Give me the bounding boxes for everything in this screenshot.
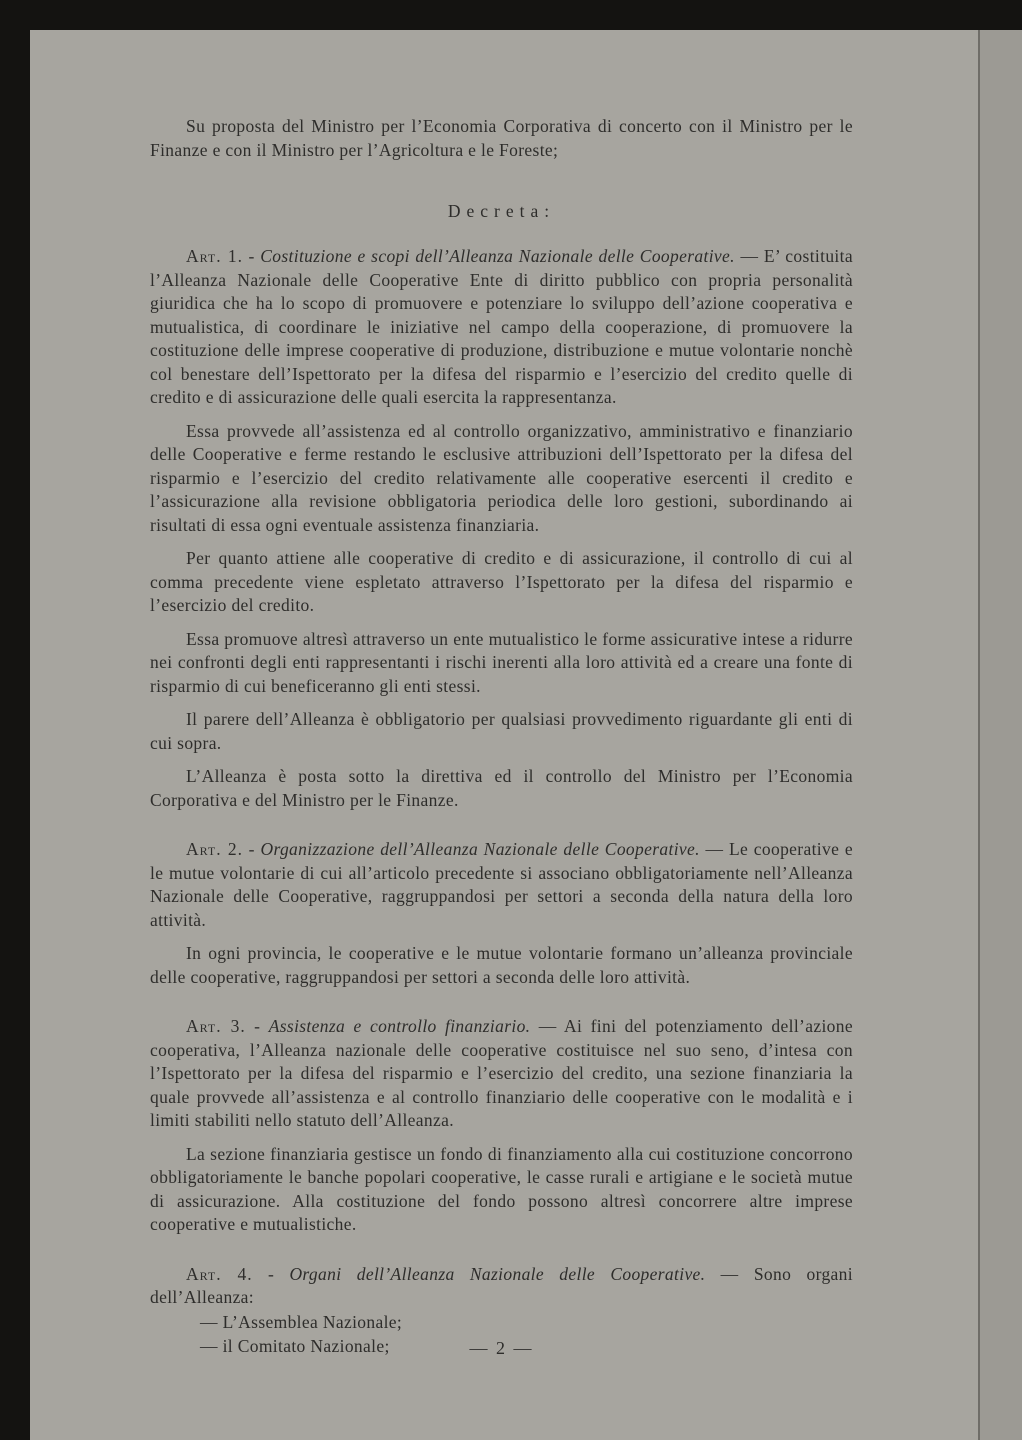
article-1-paragraph-5: Il parere dell’Alleanza è obbligatorio per qualsiasi provvedimento riguardante gli enti di cui sopra. — [150, 709, 853, 753]
intro-paragraph: Su proposta del Ministro per l’Economia Corporativa di concerto con il Ministro per le Finanze e con il Ministro per l’Agricoltura e le Foreste; — [150, 116, 853, 160]
list-item: — L’Assemblea Nazionale; — [200, 1311, 403, 1332]
article-3-number: Art. 3. — [186, 1016, 246, 1036]
article-1-text: — E’ costituita l’Alleanza Nazionale delle Cooperative Ente di diritto pubblico con propria personalità giuridica che ha lo scopo di promuovere e potenziare lo sviluppo dell’azione cooperativa e mutualistica, di coordinare le iniziative nel campo della cooperazione, di promuovere la costituzione delle imprese cooperative di produzione, distribuzione e mutue volontarie nonchè col benestare dell’Ispettorato per la difesa del risparmio e l’esercizio del credito quelle di credito e di assicurazione delle quali esercita la rappresentanza. — [150, 246, 853, 407]
article-1-paragraph-1 — [150, 245, 853, 410]
article-1-separator: - — [242, 246, 261, 266]
decree-document-body — [150, 115, 853, 162]
article-2-title: Organizzazione dell’Alleanza Nazionale delle Cooperative. — [260, 839, 700, 859]
article-2-paragraph-2: In ogni provincia, le cooperative e le mutue volontarie formano un’alleanza provinciale delle cooperative, raggruppandosi per settori a seconda delle loro attività. — [150, 943, 853, 987]
article-1-paragraph-6: L’Alleanza è posta sotto la direttiva ed il controllo del Ministro per l’Economia Corporativa e del Ministro per le Finanze. — [150, 766, 853, 810]
article-3-paragraph-1 — [150, 1015, 853, 1133]
article-3-text: — Ai fini del potenziamento dell’azione cooperativa, l’Alleanza nazionale delle cooperative costituisce nel suo seno, d’intesa con l’Ispettorato per la difesa del risparmio e l’esercizio del credito, una sezione finanziaria la quale provvede all’assistenza e al controllo finanziario delle cooperative con le modalità e i limiti stabiliti nello statuto dell’Alleanza. — [150, 1016, 853, 1130]
adjacent-page-edge — [978, 30, 1022, 1440]
article-4-number: Art. 4. — [186, 1263, 253, 1284]
article-1-paragraph-3: Per quanto attiene alle cooperative di credito e di assicurazione, il controllo di cui al comma precedente viene espletato attraverso l’Ispettorato per la difesa del risparmio e l’esercizio del credito. — [150, 548, 853, 615]
page-number: — 2 — — [469, 1338, 534, 1358]
article-2-text: — Le cooperative e le mutue volontarie di cui all’articolo precedente si associano obbligatoriamente nell’Alleanza Nazionale delle Cooperative, raggruppandosi per settori a seconda della natura della loro attività. — [150, 839, 853, 930]
article-2-paragraph-1 — [150, 838, 853, 932]
article-1-paragraph-4: Essa promuove altresì attraverso un ente mutualistico le forme assicurative intese a ridurre nei confronti degli enti rappresentanti i rischi inerenti alla loro attività ed a creare una fonte di risparmio di cui beneficeranno gli enti stessi. — [150, 628, 853, 696]
decree-heading: Decreta: — [447, 201, 556, 221]
article-3-paragraph-2: La sezione finanziaria gestisce un fondo di finanziamento alla cui costituzione concorrono obbligatoriamente le banche popolari cooperative, le casse rurali e artigiane e le società mutue di assicurazione. Alla costituzione del fondo possono altresì concorrere altre imprese cooperative e mutualistiche. — [150, 1143, 853, 1234]
article-4-paragraph-1 — [150, 1263, 853, 1310]
article-2-number: Art. 2. — [186, 839, 244, 859]
article-4-title: Organi dell’Alleanza Nazionale delle Cooperative. — [289, 1263, 706, 1284]
article-3-separator: - — [245, 1016, 269, 1036]
article-2-separator: - — [243, 839, 261, 859]
article-1-number: Art. 1. — [186, 246, 243, 266]
article-4-separator: - — [252, 1263, 290, 1284]
articles-body — [150, 245, 853, 1358]
article-1-title: Costituzione e scopi dell’Alleanza Nazionale delle Cooperative. — [260, 246, 735, 266]
article-4-text: — Sono organi dell’Alleanza: — [150, 1263, 853, 1307]
article-3-title: Assistenza e controllo finanziario. — [268, 1016, 531, 1036]
article-1-paragraph-2: Essa provvede all’assistenza ed al controllo organizzativo, amministrativo e finanziario delle Cooperative e ferme restando le esclusive attribuzioni dell’Ispettorato per la difesa del risparmio e l’esercizio del credito relativamente alle cooperative esercenti il credito e l’assicurazione alla revisione obbligatoria periodica delle loro gestioni, subordinando ai risultati di essa ogni eventuale assistenza finanziaria. — [150, 420, 853, 535]
list-item: — il Comitato Nazionale; — [200, 1335, 390, 1356]
